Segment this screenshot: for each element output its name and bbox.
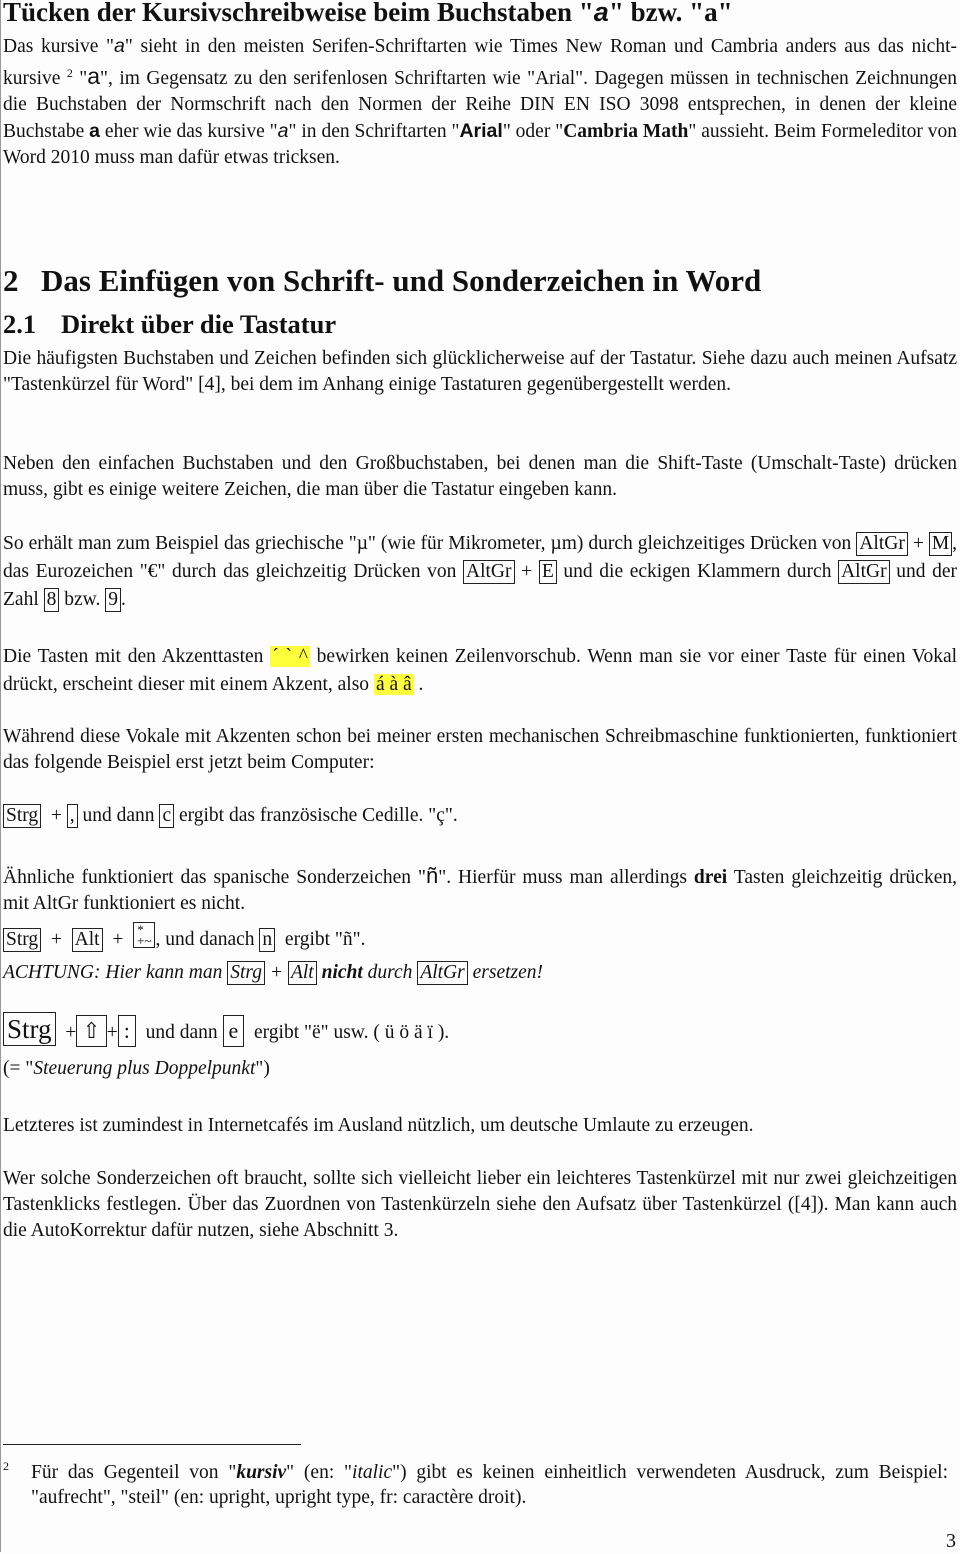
norm-a-glyph: a (89, 120, 100, 142)
key-plus-asterisk-tilde (133, 922, 155, 948)
section-2-1-heading (3, 309, 957, 339)
text: und dann (140, 1022, 223, 1043)
paragraph-6 (3, 863, 957, 917)
text: " (en: " (286, 1462, 353, 1483)
heading-text: Tücken der Kursivschreibweise beim Buchstaben " (3, 0, 594, 27)
footnote-ref: 2 (66, 66, 73, 80)
page-edge (0, 0, 1, 1552)
text: ersetzen! (467, 962, 544, 983)
italic-text: Steuerung plus Doppelpunkt (33, 1058, 256, 1079)
paragraph-4 (3, 643, 957, 699)
key-strg: Strg (3, 804, 41, 828)
plus-sign: + (50, 805, 62, 826)
umlaut-note (3, 1056, 957, 1082)
text: Für das Gegenteil von " (31, 1462, 237, 1483)
key-altgr: AltGr (463, 560, 515, 584)
text: und die eckigen Klammern durch (556, 561, 839, 582)
accent-keys-highlight: ´ ` ^ (272, 646, 308, 667)
key-9: 9 (105, 588, 121, 612)
paragraph-8: Wer solche Sonderzeichen oft braucht, sollte sich vielleicht lieber ein leichteres Tastenkürzel mit nur zwei gleichzeitigen Tastenklicks festlegen. Über das Zuordnen von Tastenkürzeln siehe den Aufsatz über Tastenkürzel ([4]). Man kann auch die AutoKorrektur dafür nutzen, siehe Abschnitt 3. (3, 1168, 957, 1241)
key-n: n (259, 928, 275, 952)
plus-sign: + (912, 533, 924, 554)
font-name-cambria: Cambria Math (563, 121, 689, 142)
plus-sign: + (521, 561, 533, 582)
plus-sign: + (112, 929, 124, 950)
plus-sign: + (50, 929, 62, 950)
text: ") (255, 1058, 270, 1079)
text: , und danach (155, 929, 260, 950)
text: bzw. (59, 589, 106, 610)
key-c: c (159, 804, 174, 828)
text: " in den Schriftarten " (288, 121, 460, 142)
text: eher wie das kursive " (100, 121, 278, 142)
plain-a-glyph: a (704, 0, 718, 27)
text: ergibt das französische Cedille. "ç". (174, 805, 458, 826)
text: und dann (77, 805, 160, 826)
emphasis-kursiv: kursiv (236, 1462, 287, 1483)
emphasis-drei: drei (693, 867, 728, 888)
text: So erhält man zum Beispiel das griechische "µ" (wie für Mikrometer, µm) durch gleichzeitiges Drücken von (3, 533, 857, 554)
plus-sign: + (65, 1022, 77, 1043)
footnote (3, 1460, 948, 1510)
section-2-heading (3, 264, 957, 298)
shift-icon: ⇧ (76, 1015, 106, 1047)
text: Tasten gleichzeitig drücken, mit AltGr funktioniert es nicht. (3, 867, 957, 914)
heading-text: " (717, 0, 733, 27)
emphasis-italic: italic (352, 1462, 393, 1483)
cedille-line (3, 803, 957, 829)
key-comma: , (67, 804, 78, 828)
italic-a-glyph: a (114, 35, 125, 57)
emphasis-nicht: nicht (321, 962, 363, 983)
key-e: E (539, 560, 557, 584)
tilde-combo-line (3, 922, 957, 957)
section-title: Das Einfügen von Schrift- und Sonderzeichen in Word (41, 263, 762, 298)
key-alt: Alt (72, 928, 103, 952)
key-strg: Strg (3, 1012, 56, 1046)
paragraph-3 (3, 530, 957, 614)
italic-a-glyph: a (593, 0, 609, 27)
text: " (72, 68, 88, 89)
text: . (413, 674, 424, 695)
accented-vowels-highlight: á à â (375, 674, 412, 695)
paragraph-2: Neben den einfachen Buchstaben und den Großbuchstaben, bei denen man die Shift-Taste (Umschalt-Taste) drücken muss, gibt es einige weitere Zeichen, die man über die Tastatur eingeben kann. (3, 453, 957, 500)
text: bewirken keinen Zeilenvorschub. Wenn man sie vor einer Taste für einen Vokal drückt, erscheint dieser mit einem Akzent, also (3, 646, 958, 695)
text: " aussieht. Beim Formeleditor von Word 2010 muss man dafür etwas tricksen. (3, 121, 957, 168)
paragraph-kursiv (3, 33, 957, 171)
key-altgr: AltGr (417, 961, 467, 985)
section-number: 2 (3, 263, 19, 298)
key-8: 8 (44, 588, 60, 612)
umlaut-combo-line (3, 1012, 957, 1053)
text: Ähnliche funktioniert das spanische Sonderzeichen " (3, 867, 426, 888)
key-alt: Alt (288, 961, 317, 985)
text: ACHTUNG: Hier kann man (3, 962, 228, 983)
text: , das Eurozeichen "€" durch das gleichzeitig Drücken von (3, 533, 958, 582)
heading-kursiv (3, 0, 957, 26)
text: und der Zahl (3, 561, 958, 610)
key-altgr: AltGr (856, 532, 908, 556)
footnote-mark: 2 (3, 1459, 9, 1473)
footnote-text (31, 1460, 948, 1510)
text: Die Tasten mit den Akzenttasten (3, 646, 271, 667)
paragraph-1: Die häufigsten Buchstaben und Zeichen befinden sich glücklicherweise auf der Tastatur. Siehe dazu auch meinen Aufsatz "Tastenkürzel für Word" [4], bei dem im Anhang einige Tastaturen gegenübergestellt werden. (3, 348, 957, 395)
text: ") gibt es keinen einheitlich verwendeten Ausdruck, zum Beispiel: "aufrecht", "steil" (en: upright, upright type, fr: caractère droit). (31, 1462, 948, 1508)
text: durch (362, 962, 418, 983)
text: " sieht in den meisten Serifen-Schriftarten wie Times New Roman und Cambria anders aus das nicht-kursive (3, 36, 957, 89)
achtung-line (3, 960, 957, 986)
text: (= " (3, 1058, 34, 1079)
paragraph-7: Letzteres ist zumindest in Internetcafés im Ausland nützlich, um deutsche Umlaute zu erzeugen. (3, 1115, 754, 1136)
section-number: 2.1 (3, 309, 37, 339)
key-e: e (223, 1015, 245, 1047)
key-colon: : (118, 1015, 136, 1047)
key-bottom-symbol: +~ (137, 933, 152, 948)
plain-a-glyph: a (87, 63, 101, 89)
key-strg: Strg (227, 961, 265, 985)
text: " oder " (502, 121, 564, 142)
key-strg: Strg (3, 928, 41, 952)
section-title: Direkt über die Tastatur (61, 309, 337, 339)
footnote-separator (3, 1444, 301, 1445)
key-m: M (929, 532, 952, 556)
text: ", im Gegensatz zu den serifenlosen Schriftarten wie "Arial". Dagegen müssen in technischen Zeichnungen die Buchstaben der Normschrift nach den Normen der Reihe DIN EN ISO 3098 entsprechen, in denen der kleine Buchstabe (3, 68, 957, 142)
italic-a-glyph: a (277, 120, 289, 142)
n-tilde-glyph: ñ (425, 863, 439, 888)
font-name-arial: Arial (459, 120, 503, 142)
text: . (120, 589, 126, 610)
key-altgr: AltGr (838, 560, 890, 584)
page-number: 3 (946, 1530, 956, 1552)
key-top-symbol: * (137, 922, 144, 937)
paragraph-5: Während diese Vokale mit Akzenten schon bei meiner ersten mechanischen Schreibmaschine funktionierten, funktioniert das folgende Beispiel erst jetzt beim Computer: (3, 726, 957, 773)
plus-sign: + (269, 962, 284, 983)
text: ". Hierfür muss man allerdings (438, 867, 694, 888)
heading-text: " bzw. " (608, 0, 705, 27)
text: Das kursive " (3, 36, 114, 57)
text: ergibt "ë" usw. ( ü ö ä ï ). (249, 1022, 450, 1043)
plus-sign: + (106, 1022, 118, 1043)
text: ergibt "ñ". (280, 929, 366, 950)
